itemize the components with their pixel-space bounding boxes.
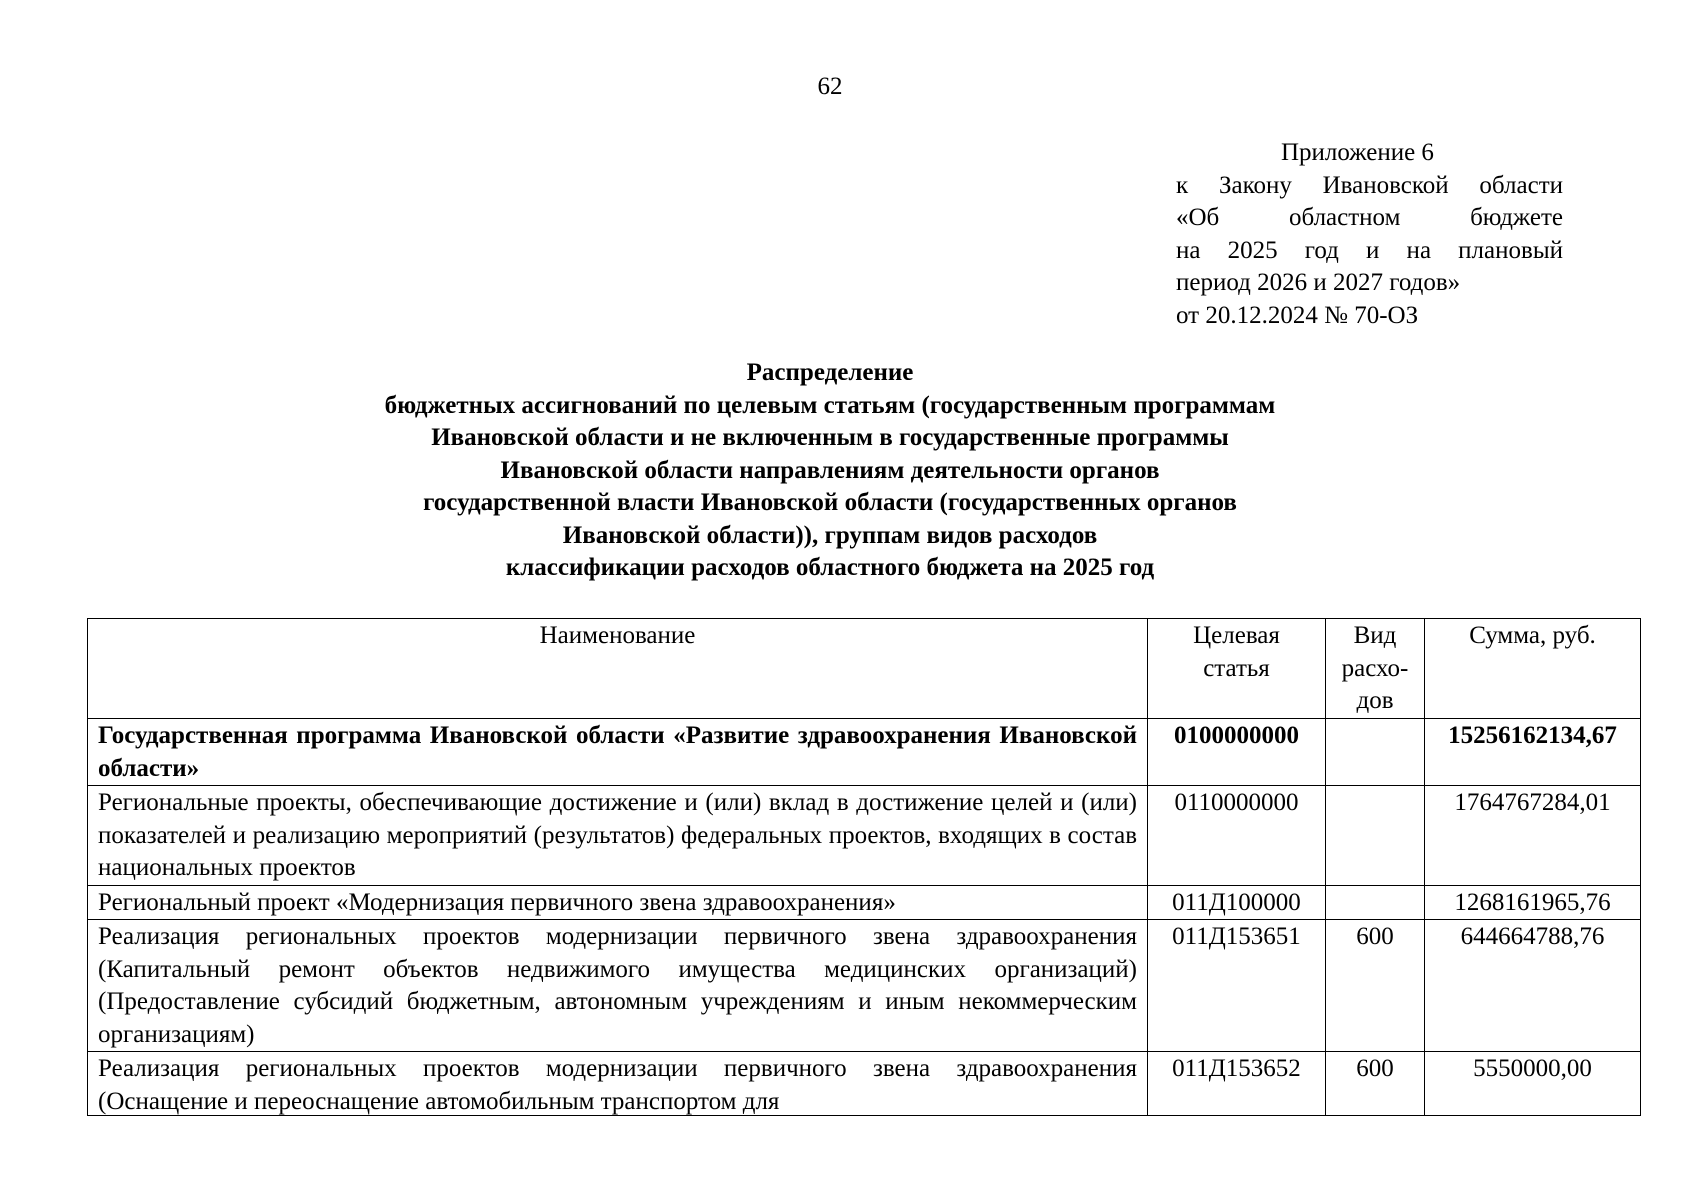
header-name: Наименование [88, 619, 1148, 719]
appendix-line: от 20.12.2024 № 70-ОЗ [1176, 301, 1419, 329]
title-line: Ивановской области и не включенным в государственные программы [431, 424, 1229, 451]
appendix-line: «Об областном бюджете [1176, 204, 1563, 231]
title-line: Распределение [746, 359, 914, 386]
row-name: Региональные проекты, обеспечивающие достижение и (или) вклад в достижение целей и (или) показателей и реализацию мероприятий (результатов) федеральных проектов, входящих в состав национальных проектов [88, 786, 1148, 886]
table-row [88, 719, 1641, 786]
row-expense-type [1326, 719, 1425, 786]
title-line: бюджетных ассигнований по целевым статьям (государственным программам [384, 391, 1276, 419]
row-name: Региональный проект «Модернизация первичного звена здравоохранения» [88, 885, 1148, 920]
row-target-article: 011Д100000 [1148, 885, 1326, 920]
row-sum: 1268161965,76 [1425, 885, 1641, 920]
row-name-text: Реализация региональных проектов модернизации первичного звена здравоохранения (Оснащение и переоснащение автомобильным транспортом для [98, 1055, 1137, 1115]
table-row [88, 920, 1641, 1052]
row-expense-type: 600 [1326, 920, 1425, 1052]
row-name: Государственная программа Ивановской области «Развитие здравоохранения Ивановской области» [88, 719, 1148, 786]
row-name [88, 1052, 1148, 1116]
row-sum: 644664788,76 [1425, 920, 1641, 1052]
appendix-block [1176, 137, 1563, 332]
header-sum: Сумма, руб. [1425, 619, 1641, 719]
table-row [88, 1052, 1641, 1116]
table-row [88, 786, 1641, 886]
appendix-line: Приложение 6 [1281, 139, 1434, 166]
row-sum: 1764767284,01 [1425, 786, 1641, 886]
appendix-line: период 2026 и 2027 годов» [1176, 269, 1461, 296]
title-line: государственной власти Ивановской области (государственных органов [423, 489, 1237, 516]
appendix-line: на 2025 год и на плановый [1176, 236, 1563, 264]
row-target-article: 0100000000 [1148, 719, 1326, 786]
table-header-row [88, 619, 1641, 719]
header-target-article: Целевая статья [1148, 619, 1326, 719]
row-target-article: 011Д153652 [1148, 1052, 1326, 1116]
document-title [0, 357, 1660, 585]
row-expense-type [1326, 786, 1425, 886]
row-sum: 5550000,00 [1425, 1052, 1641, 1116]
page-number: 62 [817, 73, 843, 100]
row-sum: 15256162134,67 [1425, 719, 1641, 786]
table-row [88, 885, 1641, 920]
title-line: Ивановской области)), группам видов расходов [562, 521, 1098, 549]
appendix-line: к Закону Ивановской области [1176, 171, 1563, 199]
row-target-article: 011Д153651 [1148, 920, 1326, 1052]
title-line: классификации расходов областного бюджета на 2025 год [505, 554, 1155, 581]
budget-table [87, 618, 1641, 1116]
row-name: Реализация региональных проектов модернизации первичного звена здравоохранения (Капитальный ремонт объектов недвижимого имущества медицинских организаций) (Предоставление субсидий бюджетным, автономным учреждениям и иным некоммерческим организациям) [88, 920, 1148, 1052]
row-expense-type [1326, 885, 1425, 920]
row-expense-type: 600 [1326, 1052, 1425, 1116]
header-expense-type: Вид расхо-дов [1326, 619, 1425, 719]
title-line: Ивановской области направлениям деятельности органов [500, 456, 1160, 484]
row-target-article: 0110000000 [1148, 786, 1326, 886]
